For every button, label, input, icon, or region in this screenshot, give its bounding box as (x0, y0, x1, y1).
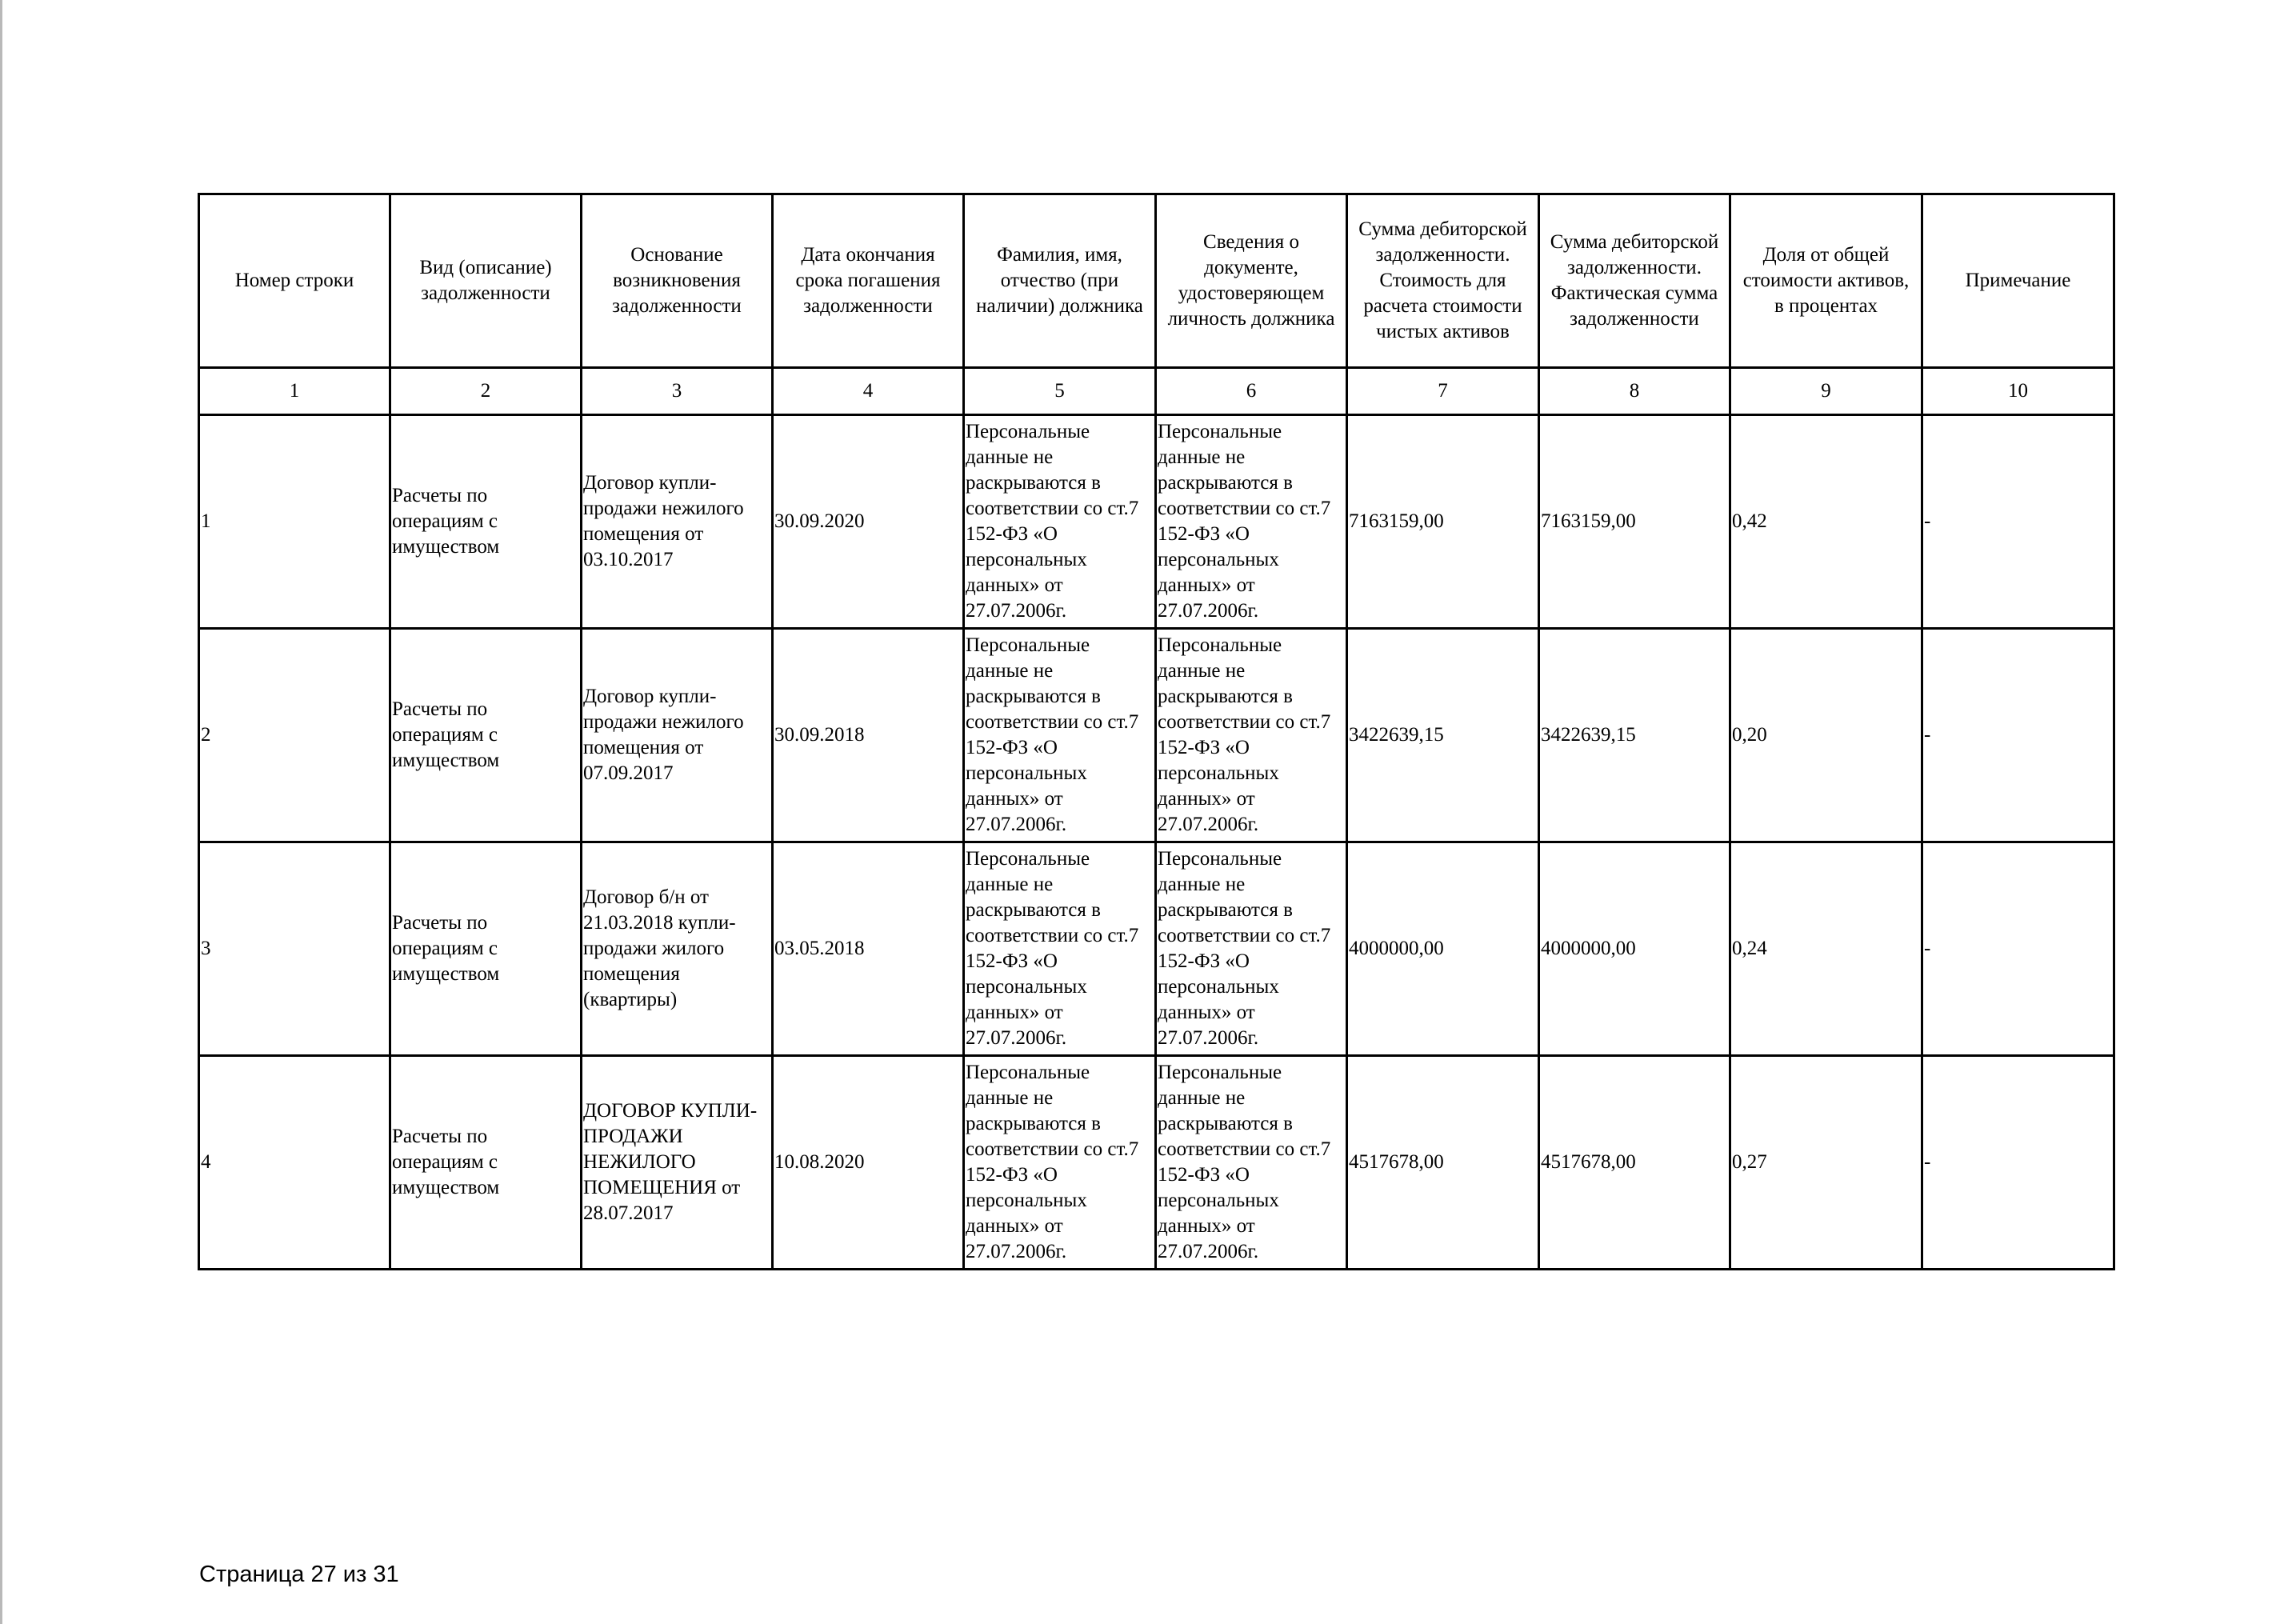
debtor-name-cell: Персональные данные не раскрываются в соответствии со ст.7 152-ФЗ «О персональных данных» от 27.07.2006г. (964, 1056, 1156, 1270)
debts-table-container (198, 193, 2115, 1270)
column-number-row (199, 368, 2114, 415)
note-cell: - (1922, 842, 2114, 1056)
column-number-cell: 4 (773, 368, 964, 415)
column-number-cell: 2 (390, 368, 582, 415)
header-cell-note: Примечание (1922, 194, 2114, 368)
debt-type-cell: Расчеты по операциям с имуществом (390, 842, 582, 1056)
row-number-cell: 2 (199, 629, 390, 842)
debt-basis-cell: Договор купли-продажи нежилого помещения от 03.10.2017 (582, 415, 773, 629)
note-cell: - (1922, 629, 2114, 842)
amount-nav-cell: 4000000,00 (1347, 842, 1539, 1056)
debt-type-cell: Расчеты по операциям с имуществом (390, 1056, 582, 1270)
amount-nav-cell: 4517678,00 (1347, 1056, 1539, 1270)
header-cell-row-number: Номер строки (199, 194, 390, 368)
column-number-cell: 5 (964, 368, 1156, 415)
table-row (199, 629, 2114, 842)
debt-basis-cell: Договор б/н от 21.03.2018 купли-продажи жилого помещения (квартиры) (582, 842, 773, 1056)
header-cell-amount-actual: Сумма дебиторской задолженности. Фактическая сумма задолженности (1539, 194, 1730, 368)
column-number-cell: 7 (1347, 368, 1539, 415)
share-cell: 0,42 (1730, 415, 1922, 629)
debtor-name-cell: Персональные данные не раскрываются в соответствии со ст.7 152-ФЗ «О персональных данных» от 27.07.2006г. (964, 629, 1156, 842)
page-left-edge (0, 0, 2, 1624)
id-document-cell: Персональные данные не раскрываются в соответствии со ст.7 152-ФЗ «О персональных данных» от 27.07.2006г. (1156, 629, 1347, 842)
debtor-name-cell: Персональные данные не раскрываются в соответствии со ст.7 152-ФЗ «О персональных данных» от 27.07.2006г. (964, 415, 1156, 629)
id-document-cell: Персональные данные не раскрываются в соответствии со ст.7 152-ФЗ «О персональных данных» от 27.07.2006г. (1156, 842, 1347, 1056)
header-cell-debtor-name: Фамилия, имя, отчество (при наличии) должника (964, 194, 1156, 368)
amount-actual-cell: 7163159,00 (1539, 415, 1730, 629)
debt-basis-cell: Договор купли-продажи нежилого помещения от 07.09.2017 (582, 629, 773, 842)
due-date-cell: 30.09.2018 (773, 629, 964, 842)
header-cell-share: Доля от общей стоимости активов, в процентах (1730, 194, 1922, 368)
column-number-cell: 3 (582, 368, 773, 415)
share-cell: 0,20 (1730, 629, 1922, 842)
row-number-cell: 1 (199, 415, 390, 629)
debt-type-cell: Расчеты по операциям с имуществом (390, 629, 582, 842)
due-date-cell: 30.09.2020 (773, 415, 964, 629)
amount-actual-cell: 3422639,15 (1539, 629, 1730, 842)
header-cell-debt-basis: Основание возникновения задолженности (582, 194, 773, 368)
id-document-cell: Персональные данные не раскрываются в соответствии со ст.7 152-ФЗ «О персональных данных» от 27.07.2006г. (1156, 1056, 1347, 1270)
column-number-cell: 6 (1156, 368, 1347, 415)
header-cell-debt-type: Вид (описание) задолженности (390, 194, 582, 368)
share-cell: 0,24 (1730, 842, 1922, 1056)
receivables-table (198, 193, 2115, 1270)
amount-nav-cell: 3422639,15 (1347, 629, 1539, 842)
table-row (199, 415, 2114, 629)
column-number-cell: 1 (199, 368, 390, 415)
amount-nav-cell: 7163159,00 (1347, 415, 1539, 629)
row-number-cell: 3 (199, 842, 390, 1056)
share-cell: 0,27 (1730, 1056, 1922, 1270)
debt-type-cell: Расчеты по операциям с имуществом (390, 415, 582, 629)
header-row (199, 194, 2114, 368)
header-cell-id-document: Сведения о документе, удостоверяющем личность должника (1156, 194, 1347, 368)
amount-actual-cell: 4517678,00 (1539, 1056, 1730, 1270)
header-cell-due-date: Дата окончания срока погашения задолженности (773, 194, 964, 368)
column-number-cell: 10 (1922, 368, 2114, 415)
row-number-cell: 4 (199, 1056, 390, 1270)
id-document-cell: Персональные данные не раскрываются в соответствии со ст.7 152-ФЗ «О персональных данных» от 27.07.2006г. (1156, 415, 1347, 629)
amount-actual-cell: 4000000,00 (1539, 842, 1730, 1056)
table-row (199, 1056, 2114, 1270)
debt-basis-cell: ДОГОВОР КУПЛИ-ПРОДАЖИ НЕЖИЛОГО ПОМЕЩЕНИЯ от 28.07.2017 (582, 1056, 773, 1270)
due-date-cell: 10.08.2020 (773, 1056, 964, 1270)
column-number-cell: 9 (1730, 368, 1922, 415)
header-cell-amount-nav: Сумма дебиторской задолженности. Стоимость для расчета стоимости чистых активов (1347, 194, 1539, 368)
note-cell: - (1922, 1056, 2114, 1270)
column-number-cell: 8 (1539, 368, 1730, 415)
due-date-cell: 03.05.2018 (773, 842, 964, 1056)
table-row (199, 842, 2114, 1056)
note-cell: - (1922, 415, 2114, 629)
page-number-footer: Страница 27 из 31 (199, 1562, 399, 1587)
debtor-name-cell: Персональные данные не раскрываются в соответствии со ст.7 152-ФЗ «О персональных данных» от 27.07.2006г. (964, 842, 1156, 1056)
